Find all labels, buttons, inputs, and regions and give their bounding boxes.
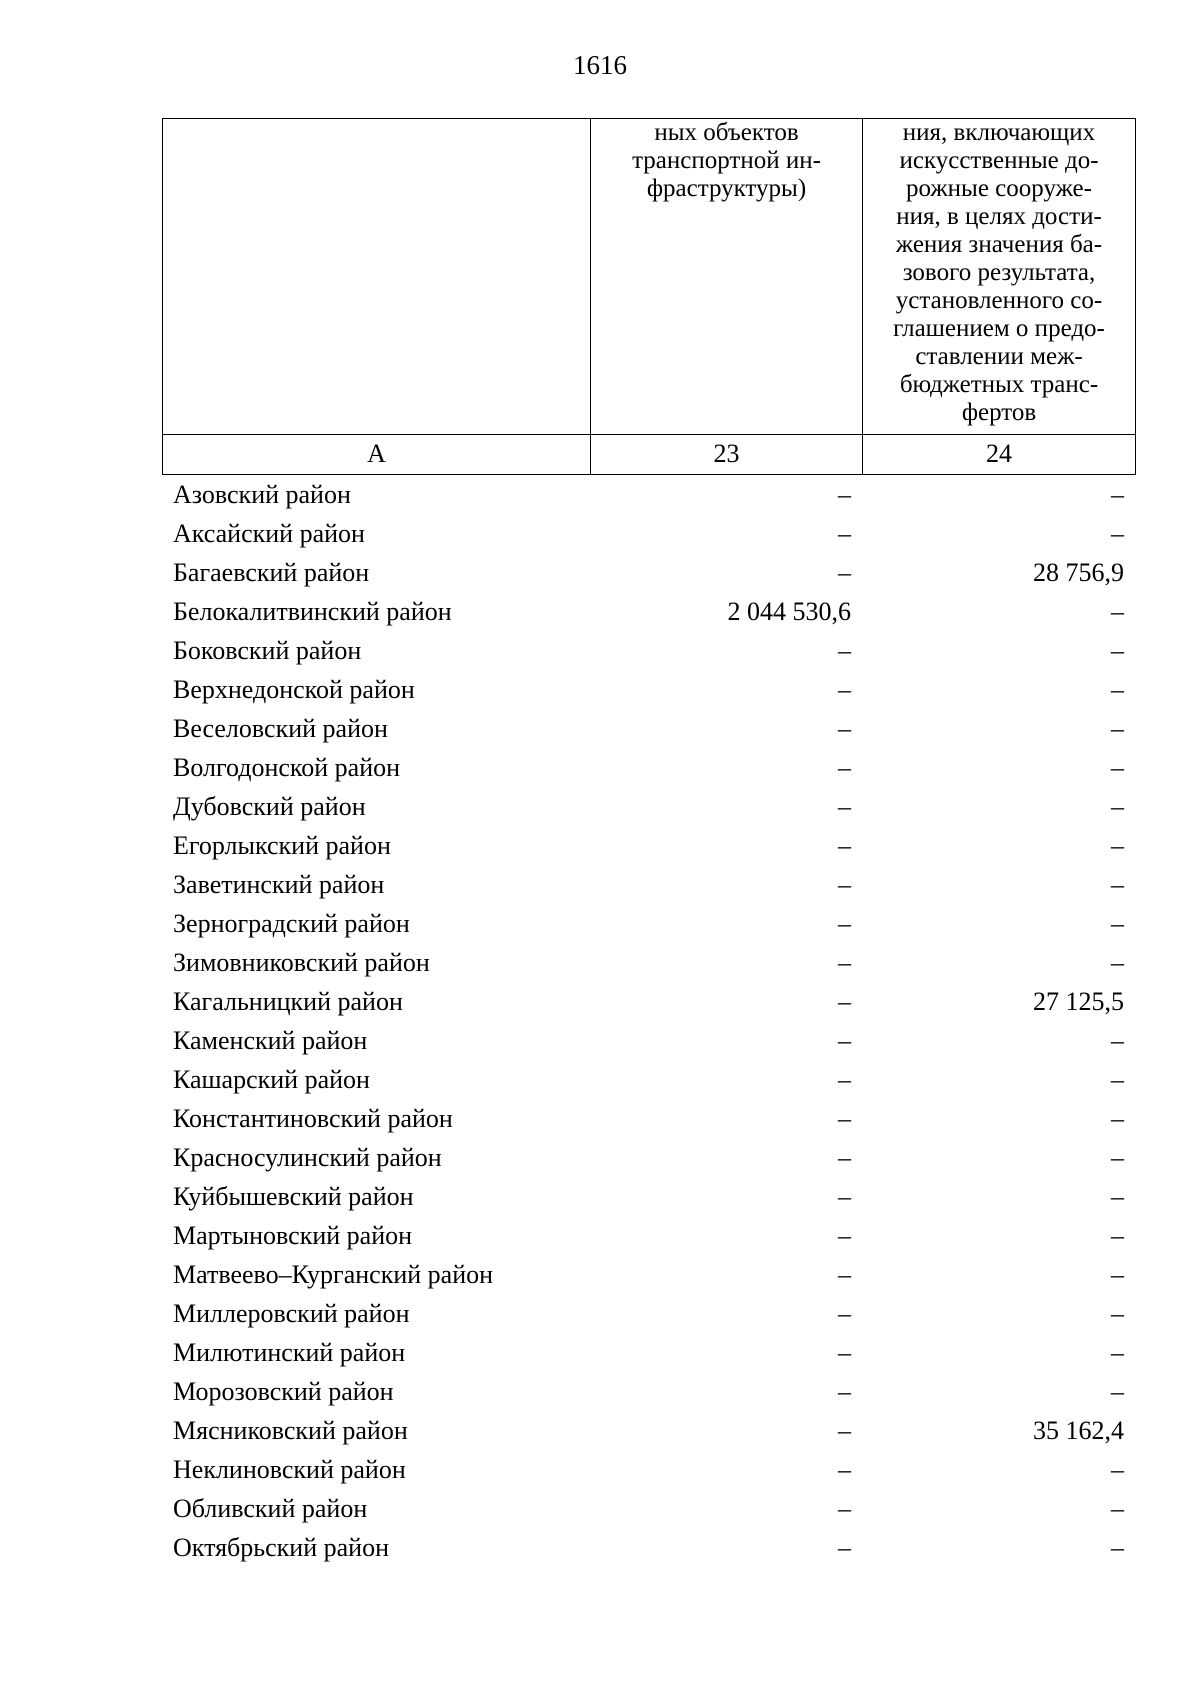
district-name: Мартыновский район (173, 1220, 413, 1250)
table-row (162, 1138, 1135, 1177)
table-row (162, 1021, 1135, 1060)
column-number-a: А (163, 434, 591, 474)
value-col-24: – (1111, 1298, 1124, 1328)
district-name: Октябрьский район (173, 1532, 389, 1562)
table-row (162, 631, 1135, 670)
value-col-23: – (838, 791, 851, 821)
value-col-23: – (838, 479, 851, 509)
value-col-24: – (1111, 752, 1124, 782)
value-col-23: – (838, 1025, 851, 1055)
table-row (162, 904, 1135, 943)
district-name: Красносулинский район (173, 1142, 442, 1172)
table-row (162, 943, 1135, 982)
table-row (162, 1255, 1135, 1294)
column-number-23: 23 (591, 434, 863, 474)
table-row (162, 748, 1135, 787)
district-name: Неклиновский район (173, 1454, 406, 1484)
district-name: Миллеровский район (173, 1298, 410, 1328)
district-name: Верхнедонской район (173, 674, 415, 704)
value-col-24: – (1111, 830, 1124, 860)
district-name: Зерноградский район (173, 908, 410, 938)
table-row (162, 514, 1135, 553)
district-name: Милютинский район (173, 1337, 406, 1367)
table-row (162, 1294, 1135, 1333)
column-number-24: 24 (863, 434, 1136, 474)
table-row (162, 1450, 1135, 1489)
value-col-24: – (1111, 674, 1124, 704)
value-col-23: – (838, 557, 851, 587)
value-col-23: – (838, 1337, 851, 1367)
value-col-24: – (1111, 1181, 1124, 1211)
table-row (162, 1099, 1135, 1138)
table-row (162, 1372, 1135, 1411)
table-row (162, 982, 1135, 1021)
table-row (162, 553, 1135, 592)
district-name: Веселовский район (173, 713, 388, 743)
table-row (162, 1411, 1135, 1450)
value-col-23: – (838, 1376, 851, 1406)
value-col-24: – (1111, 1025, 1124, 1055)
table-row (162, 826, 1135, 865)
district-name: Боковский район (173, 635, 362, 665)
value-col-23: – (838, 908, 851, 938)
value-col-24: – (1111, 1142, 1124, 1172)
value-col-24: – (1111, 479, 1124, 509)
table-header (162, 118, 1136, 475)
district-name: Азовский район (173, 479, 351, 509)
district-name: Волгодонской район (173, 752, 401, 782)
value-col-24: – (1111, 518, 1124, 548)
district-name: Кашарский район (173, 1064, 370, 1094)
header-text-row (163, 119, 1136, 435)
value-col-23: – (838, 1064, 851, 1094)
value-col-23: – (838, 1454, 851, 1484)
table-row (162, 1489, 1135, 1528)
header-cell-23-text: ных объектов транспортной ин- фраструктуры) (632, 119, 821, 202)
value-col-23: – (838, 674, 851, 704)
header-cell-24 (863, 119, 1136, 435)
value-col-24: – (1111, 1493, 1124, 1523)
table-row (162, 475, 1135, 514)
table-row (162, 592, 1135, 631)
district-name: Егорлыкский район (173, 830, 391, 860)
value-col-24: – (1111, 1064, 1124, 1094)
value-col-24: – (1111, 1376, 1124, 1406)
value-col-24: – (1111, 1454, 1124, 1484)
district-name: Дубовский район (173, 791, 366, 821)
value-col-24: – (1111, 596, 1124, 626)
district-name: Белокалитвинский район (173, 596, 452, 626)
district-name: Заветинский район (173, 869, 385, 899)
district-name: Аксайский район (173, 518, 365, 548)
header-cell-23 (591, 119, 863, 435)
table-row (162, 1333, 1135, 1372)
column-number-row (163, 434, 1136, 474)
district-list (162, 475, 1135, 1567)
value-col-23: – (838, 986, 851, 1016)
value-col-24: – (1111, 1337, 1124, 1367)
value-col-24: – (1111, 713, 1124, 743)
table-row (162, 1177, 1135, 1216)
header-cell-a (163, 119, 591, 435)
value-col-23: – (838, 1259, 851, 1289)
district-name: Каменский район (173, 1025, 368, 1055)
value-col-24: – (1111, 635, 1124, 665)
district-name: Куйбышевский район (173, 1181, 414, 1211)
value-col-23: 2 044 530,6 (727, 596, 851, 626)
value-col-23: – (838, 869, 851, 899)
district-name: Зимовниковский район (173, 947, 430, 977)
table-row (162, 670, 1135, 709)
value-col-24: – (1111, 869, 1124, 899)
district-name: Мясниковский район (173, 1415, 408, 1445)
value-col-23: – (838, 1298, 851, 1328)
value-col-23: – (838, 1181, 851, 1211)
value-col-24: – (1111, 1220, 1124, 1250)
value-col-23: – (838, 518, 851, 548)
district-name: Кагальницкий район (173, 986, 403, 1016)
value-col-23: – (838, 1220, 851, 1250)
value-col-24: 28 756,9 (1033, 557, 1124, 587)
table-row (162, 709, 1135, 748)
table-row (162, 1060, 1135, 1099)
value-col-24: 27 125,5 (1033, 986, 1124, 1016)
value-col-23: – (838, 947, 851, 977)
value-col-23: – (838, 713, 851, 743)
table-row (162, 865, 1135, 904)
value-col-24: – (1111, 1103, 1124, 1133)
page-number: 1616 (573, 50, 627, 80)
value-col-23: – (838, 1493, 851, 1523)
district-name: Константиновский район (173, 1103, 453, 1133)
value-col-24: – (1111, 908, 1124, 938)
value-col-24: – (1111, 791, 1124, 821)
value-col-23: – (838, 1103, 851, 1133)
value-col-24: – (1111, 1532, 1124, 1562)
district-name: Обливский район (173, 1493, 368, 1523)
table-row (162, 1528, 1135, 1567)
header-cell-24-text: ния, включающих искусственные до- рожные сооруже- ния, в целях дости- жения значения ба- зового результата, установленного со- глашением о предо- ставлении меж- бюджетных транс- фертов (893, 119, 1105, 426)
district-name: Морозовский район (173, 1376, 394, 1406)
value-col-23: – (838, 830, 851, 860)
value-col-23: – (838, 752, 851, 782)
value-col-23: – (838, 1142, 851, 1172)
table-row (162, 1216, 1135, 1255)
district-name: Багаевский район (173, 557, 370, 587)
district-name: Матвеево–Курганский район (173, 1259, 494, 1289)
value-col-23: – (838, 1532, 851, 1562)
table-row (162, 787, 1135, 826)
value-col-24: 35 162,4 (1033, 1415, 1124, 1445)
value-col-23: – (838, 635, 851, 665)
value-col-24: – (1111, 947, 1124, 977)
value-col-23: – (838, 1415, 851, 1445)
value-col-24: – (1111, 1259, 1124, 1289)
